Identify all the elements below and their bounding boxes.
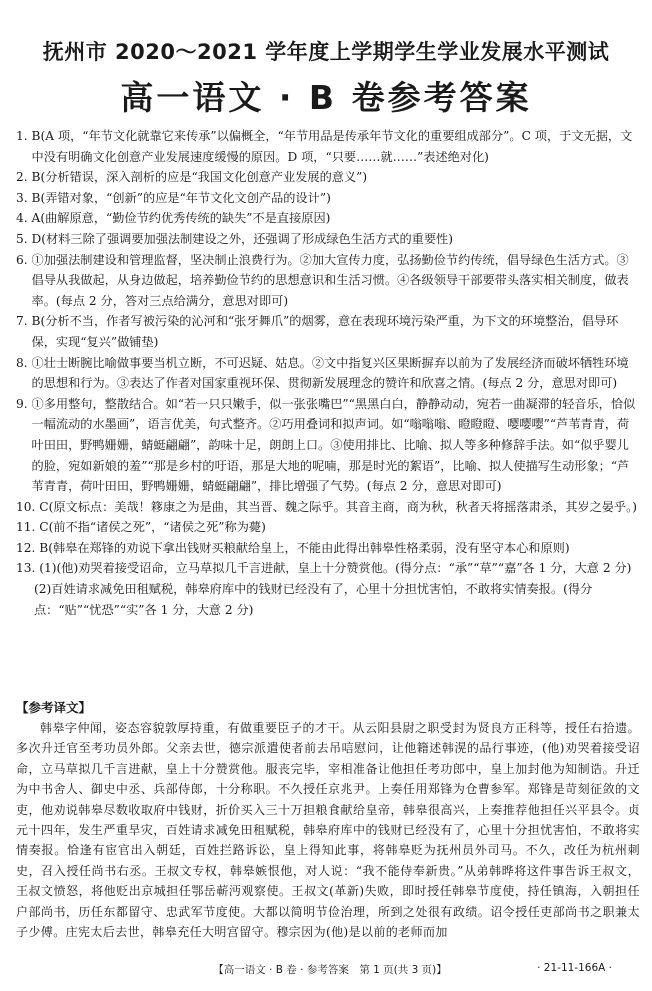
exam-title: 抚州市 2020～2021 学年度上学期学生学业发展水平测试	[42, 40, 610, 64]
answer-number: 5.	[16, 231, 32, 246]
answer-key-title: 高一语文 · B 卷参考答案	[120, 78, 532, 117]
answer-number: 12.	[16, 540, 40, 555]
answer-number: 3.	[16, 190, 32, 205]
footer-page-info: 【高一语文 · B 卷 · 参考答案 第 1 页(共 3 页)】	[213, 964, 447, 976]
answer-item	[16, 394, 638, 497]
answer-item	[16, 250, 638, 312]
answer-text: B(A 项，“年节文化就靠它来传承”以偏概全，“年节用品是传承年节文化的重要组成部分”。C 项，于文无据，文中没有明确文化创意产业发展速度缓慢的原因。D 项，“只要……就……”表述绝对化)	[31, 129, 633, 164]
answer-item	[16, 167, 638, 188]
answer-number: 2.	[16, 170, 32, 185]
answer-item	[16, 558, 638, 579]
answer-text: C(前不指“诸侯之死”，“诸侯之死”称为薨)	[39, 520, 266, 535]
translation-header: 【参考译文】	[16, 700, 92, 715]
answer-number: 11.	[16, 520, 40, 535]
answer-number: 8.	[16, 355, 32, 370]
answer-text: (2)百姓请求减免田租赋税，韩皋府库中的钱财已经没有了，心里十分担忧害怕，不敢将实情奏报。(得分点：“贴”“忧恐”“实”各 1 分，大意 2 分)	[34, 582, 593, 617]
answer-number: 9.	[16, 396, 32, 411]
answer-item	[16, 208, 638, 229]
answer-text: (1)(他)劝哭着接受诏命，立马草拟几千言进献，皇上十分赞赏他。(得分点：“承”“草”“嘉”各 1 分，大意 2 分)	[39, 561, 632, 576]
footer-code: · 21-11-166A ·	[537, 962, 612, 974]
answer-text: B(弄错对象，“创新”的应是“年节文化文创产品的设计”)	[31, 190, 331, 205]
answer-item	[16, 229, 638, 250]
answer-item	[16, 353, 638, 394]
answer-text: ①加强法制建设和管理监督，坚决制止浪费行为。②加大宣传力度，弘扬勤俭节约传统，倡导绿色生活方式。③倡导从我做起，从身边做起，培养勤俭节约的思想意识和生活习惯。④各级领导干部要带头落实相关制度，做表率。(每点 2 分，答对三点给满分，意思对即可)	[31, 252, 629, 308]
answer-text: ①多用整句，整散结合。如“若一只只嫩手，似一张张嘴巴”“黑黑白白，静静动动，宛若一曲凝滞的轻音乐，恰似一幅流动的水墨画”，语言优美，句式整齐。②巧用叠词和拟声词。如“嗡嗡嗡、瞪瞪瞪、嘤嘤嘤”“芦苇青青，荷叶田田，野鸭姗姗，蜻蜓翩翩”，韵味十足，朗朗上口。③使用排比、比喻、拟人等多种修辞手法。如“似乎婴儿的脸，宛如新娘的羞”“那是乡村的吁语，那是大地的呢喃，那是时光的絮语”，比喻、拟人使描写生动形象；“芦苇青青，荷叶田田，野鸭姗姗，蜻蜓翩翩”，排比增强了气势。(每点 2 分，意思对即可)	[31, 396, 636, 494]
answer-text: C(原文标点：美哉！簃康之为是曲，其当晋、魏之际乎。其音主商，商为秋，秋者天将摇落肃杀，其岁之晏乎。)	[39, 499, 637, 514]
answer-text: B(分析错误，深入剖析的应是“我国文化创意产业发展的意义”)	[31, 170, 368, 185]
answer-text: ①壮士断腕比喻做事要当机立断，不可迟疑、姑息。②文中指复兴区果断摒弃以前为了发展经济而破坏牺牲环境的思想和行为。③表达了作者对国家重视环保、贯彻新发展理念的赞许和欣喜之情。(每点 2 分，意思对即可)	[31, 355, 629, 391]
answer-number: 7.	[16, 314, 32, 329]
answer-number: 13.	[16, 561, 40, 576]
answer-number: 1.	[16, 129, 32, 143]
answer-text: B(分析不当，作者写被污染的沁河和“张牙舞爪”的烟雾，意在表现环境污染严重，为下文的环境整治，倡导环保，实现“复兴”做铺垫)	[31, 314, 619, 349]
answer-list	[16, 126, 638, 620]
answer-number: 6.	[16, 252, 32, 267]
translation-text: 韩皋字仲闻，姿态容貌敦厚持重，有做重要臣子的才干。从云阳县尉之职受封为贤良方正科等，授任右拾遗。多次升迁官至考功员外郎。父亲去世，德宗派遣使者前去吊唁慰问，让他籍述韩滉的品行事迹，(他)劝哭着接受诏命，立马草拟几千言进献，皇上十分赞赏他。服丧完毕，宰相准备让他担任考功郎中，皇上加封他为知制诰。升迁为中书舍人、御史中丞、兵部侍郎，十分称职。不久授任京兆尹。上奏任用郑锋为仓曹参军。郑锋是苛刻征敛的文吏，他劝说韩皋尽数收取府中钱财，折价买入三十万担粮食献给皇帝，韩皋很高兴，上奏推荐他担任兴平县令。贞元十四年，发生严重旱灾，百姓请求减免田租赋税，韩皋府库中的钱财已经没有了，心里十分担忧害怕，不敢将实情奏报。恰逢有宦官出入朝廷，百姓拦路诉讼，皇上得知此事，将韩皋贬为抚州员外司马。不久，改任为杭州刺史，召入授任尚书右丞。王叔文专权，韩皋嫉恨他，对人说：“我不能侍奉新贵。”从弟韩晔将这件事告诉王叔文，王叔文愤怒，将他贬出京城担任鄂岳蕲沔观察使。王叔文(革新)失败，即时授任韩皋节度使，持任镇海，入朝担任户部尚书，历任东都留守、忠武军节度使。大都以简明节俭治理，所到之处很有政绩。诏令授任吏部尚书之职兼太子少傅。庄宪太后去世，韩皋充任大明宫留守。穆宗因为(他)是以前的老师而加	[16, 721, 640, 940]
answer-text: B(韩皋在郑锋的劝说下拿出钱财买粮献给皇上，不能由此得出韩皋性格柔弱，没有坚守本心和原则)	[39, 540, 570, 555]
answer-item	[16, 188, 638, 209]
answer-text: D(材料三除了强调要加强法制建设之外，还强调了形成绿色生活方式的重要性)	[31, 231, 453, 246]
answer-item	[16, 497, 638, 518]
answer-number: 10.	[16, 499, 40, 514]
answer-item	[16, 579, 638, 620]
answer-text: A(曲解原意，“勤俭节约优秀传统的缺失”不是直接原因)	[31, 211, 331, 226]
answer-item	[16, 538, 638, 559]
answer-item	[16, 311, 638, 352]
answer-item	[16, 126, 638, 167]
answer-item	[16, 517, 638, 538]
answer-number: 4.	[16, 211, 32, 226]
